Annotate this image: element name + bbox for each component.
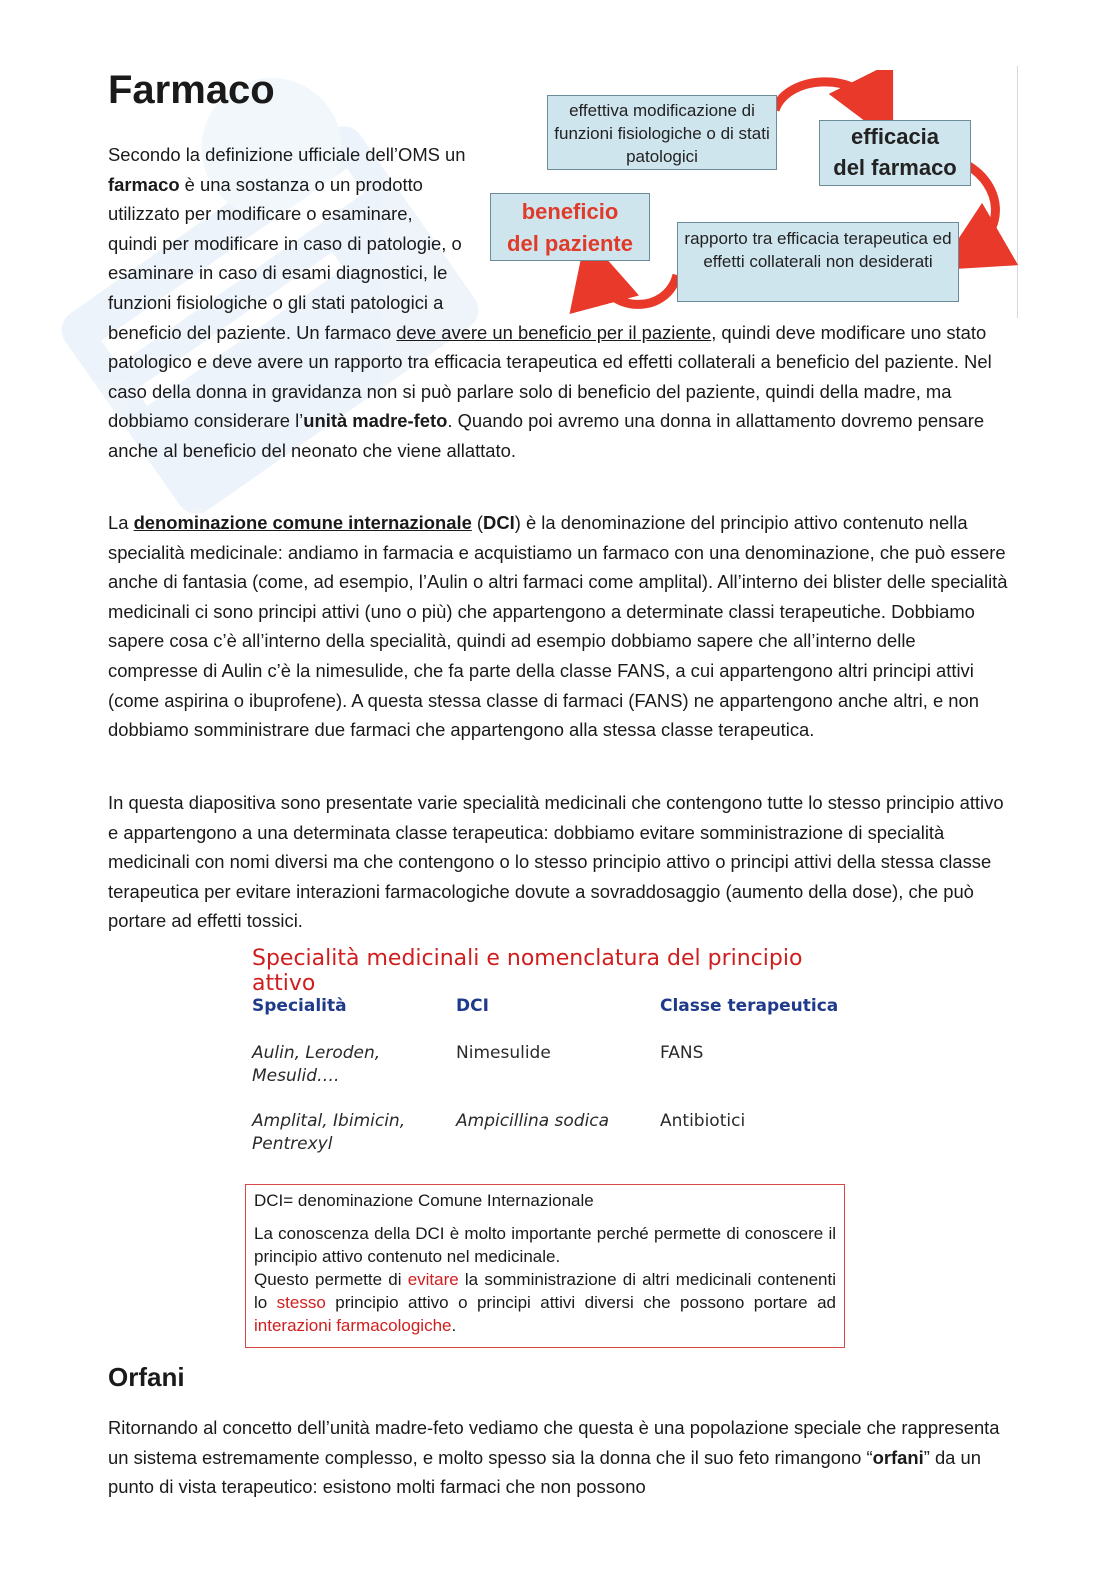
dci-box-red-interazioni: interazioni farmacologiche xyxy=(254,1316,452,1335)
row2-dci: Ampicillina sodica xyxy=(456,1111,610,1131)
orfani-paragraph xyxy=(108,1413,1008,1502)
row2-spec-line2: Pentrexyl xyxy=(252,1134,333,1154)
box-efficacia-line1: efficacia xyxy=(850,124,940,149)
p2-abbr: DCI xyxy=(483,512,515,533)
dci-box-p2-c: principio attivo o principi attivi diversi che possono portare ad xyxy=(325,1293,836,1312)
p2-rest: ) è la denominazione del principio attivo contenuto nella specialità medicinale: andiamo in farmacia e acquistiamo un farmaco con una denominazione, che può essere anche di fantasia (come, ad esempio, l’Aulin o altri farmaci come amplital). All’interno dei blister delle specialità medicinali ci sono principi attivi (uno o più) che appartengono a determinate classi terapeutiche. Dobbiamo sapere cosa c’è all’interno della specialità, quindi ad esempio dobbiamo sapere che all’interno delle compresse di Aulin c’è la nimesulide, che fa parte della classe FANS, a cui appartengono altri principi attivi (come aspirina o ibuprofene). A questa stessa classe di farmaci (FANS) ne appartengono anche altri, e non dobbiamo somministrare due farmaci che appartengono alla stessa classe terapeutica. xyxy=(108,512,1008,741)
arrow-top xyxy=(775,82,877,110)
nomenclature-slide xyxy=(240,940,860,1360)
dci-box-p1: La conoscenza della DCI è molto importante perché permette di conoscere il principio attivo contenuto nel medicinale. xyxy=(254,1224,836,1266)
row1-spec-line2: Mesulid…. xyxy=(252,1066,340,1086)
intro-narrow-block xyxy=(108,140,466,318)
dci-box-p2 xyxy=(254,1268,836,1337)
row2-specialita xyxy=(252,1110,405,1156)
row1-dci: Nimesulide xyxy=(456,1043,551,1063)
section-heading-orfani: Orfani xyxy=(108,1362,185,1392)
dci-box-p2-d: . xyxy=(451,1316,457,1335)
box-beneficio-line1: beneficio xyxy=(521,199,619,224)
intro-text-2: è una sostanza o un prodotto utilizzato per modificare o esaminare, quindi per modificare in caso di patologie, o esaminare in caso di esami diagnostici, le funzioni fisiologiche o gli stati patologici a xyxy=(108,173,462,313)
header-classe: Classe terapeutica xyxy=(660,996,839,1016)
row2-spec-line1: Amplital, Ibimicin, xyxy=(252,1111,406,1131)
p2-prefix: La xyxy=(108,512,134,533)
intro-farmaco-bold: farmaco xyxy=(108,173,180,195)
dci-box-title: DCI= denominazione Comune Internazionale xyxy=(254,1191,594,1210)
intro-underlined: deve avere un beneficio per il paziente xyxy=(396,321,712,343)
box-rapporto-text: rapporto tra efficacia terapeutica ed effetti collaterali non desiderati xyxy=(684,229,952,271)
p4-orfani-bold: orfani xyxy=(872,1446,924,1468)
intro-text-5: . Quando poi avremo una donna in allattamento dovremo pensare anche al beneficio del neonato che viene allattato. xyxy=(108,410,985,461)
box-modificazione-text: effettiva modificazione di funzioni fisiologiche o di stati patologici xyxy=(554,101,770,166)
dci-box-red-evitare: evitare xyxy=(407,1270,459,1289)
slide-paragraph: In questa diapositiva sono presentate varie specialità medicinali che contengono tutte lo stesso principio attivo e appartengono a una determinata classe terapeutica: dobbiamo evitare somministrazione di specialità medicinali con nomi diversi ma che contengono o lo stesso principio attivo o principi attivi della stessa classe terapeutica per evitare interazioni farmacologiche dovute a sovraddosaggio (aumento della dose), che può portare ad effetti tossici. xyxy=(108,792,1004,932)
dci-box-p2-b: la somministrazione di altri medicinali contenenti lo xyxy=(254,1270,836,1312)
intro-unit-bold: unità madre-feto xyxy=(303,410,448,432)
slide-title: Specialità medicinali e nomenclatura del principio attivo xyxy=(252,946,803,996)
box-beneficio-line2: del paziente xyxy=(507,231,633,256)
p4-text-b: ” da un punto di vista terapeutico: esistono molti farmaci che non possono xyxy=(108,1446,981,1498)
row1-classe: FANS xyxy=(660,1043,704,1063)
header-specialita: Specialità xyxy=(252,996,347,1016)
box-efficacia-line2: del farmaco xyxy=(833,155,957,180)
p2-paren: ( xyxy=(471,512,484,533)
dci-box-p2-a: Questo permette di xyxy=(254,1270,408,1289)
dci-paragraph xyxy=(108,508,1008,745)
row1-specialita xyxy=(252,1042,380,1088)
row1-spec-line1: Aulin, Leroden, xyxy=(252,1043,381,1063)
header-dci: DCI xyxy=(456,996,489,1016)
intro-text-4: , quindi deve modificare uno stato patologico e deve avere un rapporto tra efficacia terapeutica ed effetti collaterali a beneficio del paziente. Nel caso della donna in gravidanza non si può parlare solo di beneficio del paziente, quindi della madre, ma dobbiamo considerare l’ xyxy=(108,321,992,432)
p4-text-a: Ritornando al concetto dell’unità madre-feto vediamo che questa è una popolazione speciale che rappresenta un sistema estremamente complesso, e molto spesso sia la donna che il suo feto rimangono “ xyxy=(108,1417,1000,1468)
intro-paragraph xyxy=(108,140,1008,466)
dci-definition-box xyxy=(245,1184,845,1348)
intro-text-3: beneficio del paziente. Un farmaco xyxy=(108,321,397,343)
row2-classe: Antibiotici xyxy=(660,1111,746,1131)
dci-box-red-stesso: stesso xyxy=(276,1293,326,1312)
intro-text-1: Secondo la definizione ufficiale dell’OMS un xyxy=(108,144,466,165)
page-title: Farmaco xyxy=(108,68,275,112)
p2-term: denominazione comune internazionale xyxy=(133,512,472,533)
